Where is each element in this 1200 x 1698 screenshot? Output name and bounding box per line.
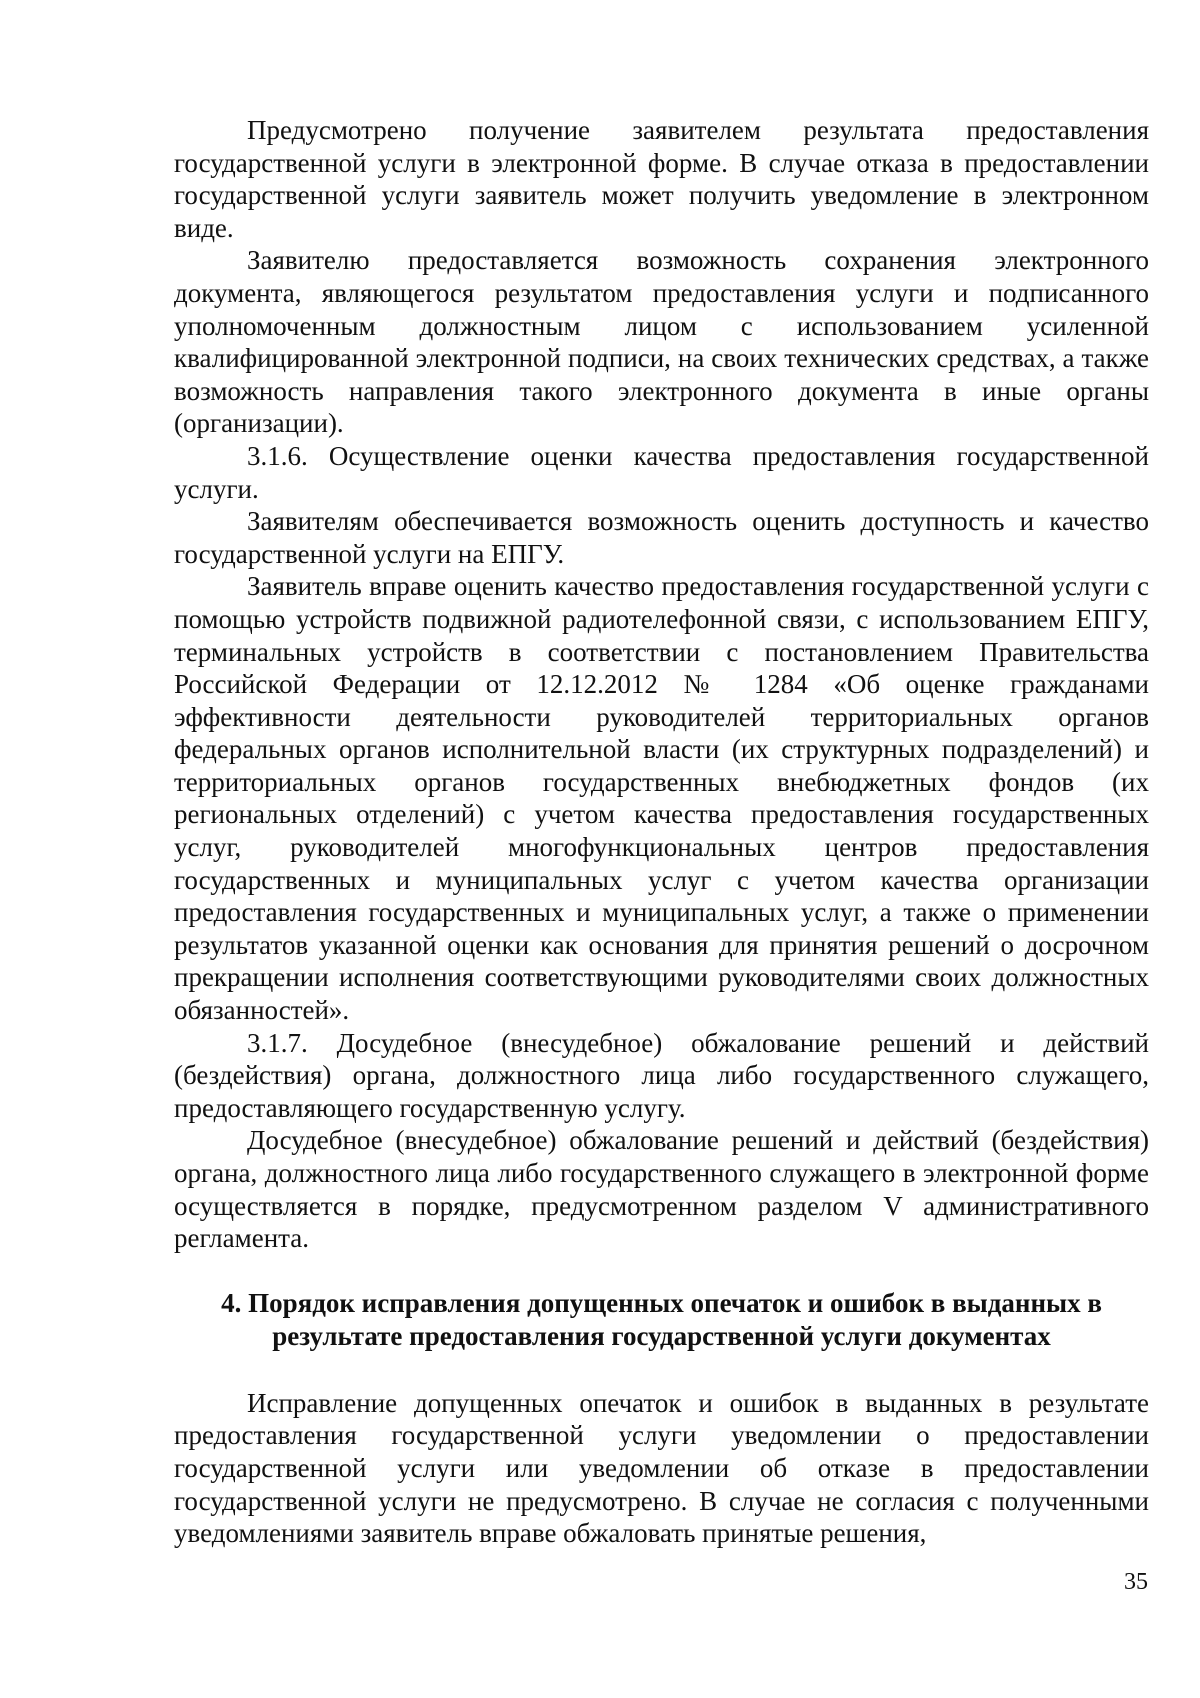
paragraph-save-document: Заявителю предоставляется возможность сохранения электронного документа, являющегося результатом предоставления услуги и подписанного уполномоченным должностным лицом с использованием усиленной квалифицированной электронной подписи, на своих технических средствах, а также возможность направления такого электронного документа в иные органы (организации). [174, 245, 1149, 439]
paragraph-appeal-procedure: Досудебное (внесудебное) обжалование решений и действий (бездействия) органа, должностного лица либо государственного служащего в электронной форме осуществляется в порядке, предусмотренном разделом V административного регламента. [174, 1125, 1149, 1254]
paragraph-quality-evaluation: Заявителям обеспечивается возможность оценить доступность и качество государственной услуги на ЕПГУ. [174, 506, 1149, 569]
section-heading-line-2: результате предоставления государственной услуги документах [272, 1320, 1051, 1351]
paragraph-3-1-6: 3.1.6. Осуществление оценки качества предоставления государственной услуги. [174, 440, 1149, 504]
paragraph-evaluation-methods: Заявитель вправе оценить качество предоставления государственной услуги с помощью устройств подвижной радиотелефонной связи, с использованием ЕПГУ, терминальных устройств в соответствии с постановлением Правительства Российской Федерации от 12.12.2012 № 1284 «Об оценке гражданами эффективности деятельности руководителей территориальных органов федеральных органов исполнительной власти (их структурных подразделений) и территориальных органов государственных внебюджетных фондов (их региональных отделений) с учетом качества предоставления государственных услуг, руководителей многофункциональных центров предоставления государственных и муниципальных услуг с учетом качества организации предоставления государственных и муниципальных услуг, а также о применении результатов указанной оценки как основания для принятия решений о досрочном прекращении исполнения соответствующими руководителями своих должностных обязанностей». [174, 571, 1149, 1026]
page-content [174, 114, 1149, 1550]
paragraph-electronic-result: Предусмотрено получение заявителем результата предоставления государственной услуги в электронной форме. В случае отказа в предоставлении государственной услуги заявитель может получить уведомление в электронном виде. [174, 115, 1149, 243]
page-number: 35 [1124, 1569, 1148, 1595]
section-heading-line-1: 4. Порядок исправления допущенных опечаток и ошибок в выданных в [221, 1287, 1102, 1318]
paragraph-3-1-7: 3.1.7. Досудебное (внесудебное) обжалование решений и действий (бездействия) органа, должностного лица либо государственного служащего, предоставляющего государственную услугу. [174, 1027, 1149, 1123]
section-heading [174, 1287, 1149, 1353]
paragraph-error-correction: Исправление допущенных опечаток и ошибок в выданных в результате предоставления государственной услуги уведомлении о предоставлении государственной услуги или уведомлении об отказе в предоставлении государственной услуги не предусмотрено. В случае не согласия с полученными уведомлениями заявитель вправе обжаловать принятые решения, [174, 1387, 1149, 1549]
